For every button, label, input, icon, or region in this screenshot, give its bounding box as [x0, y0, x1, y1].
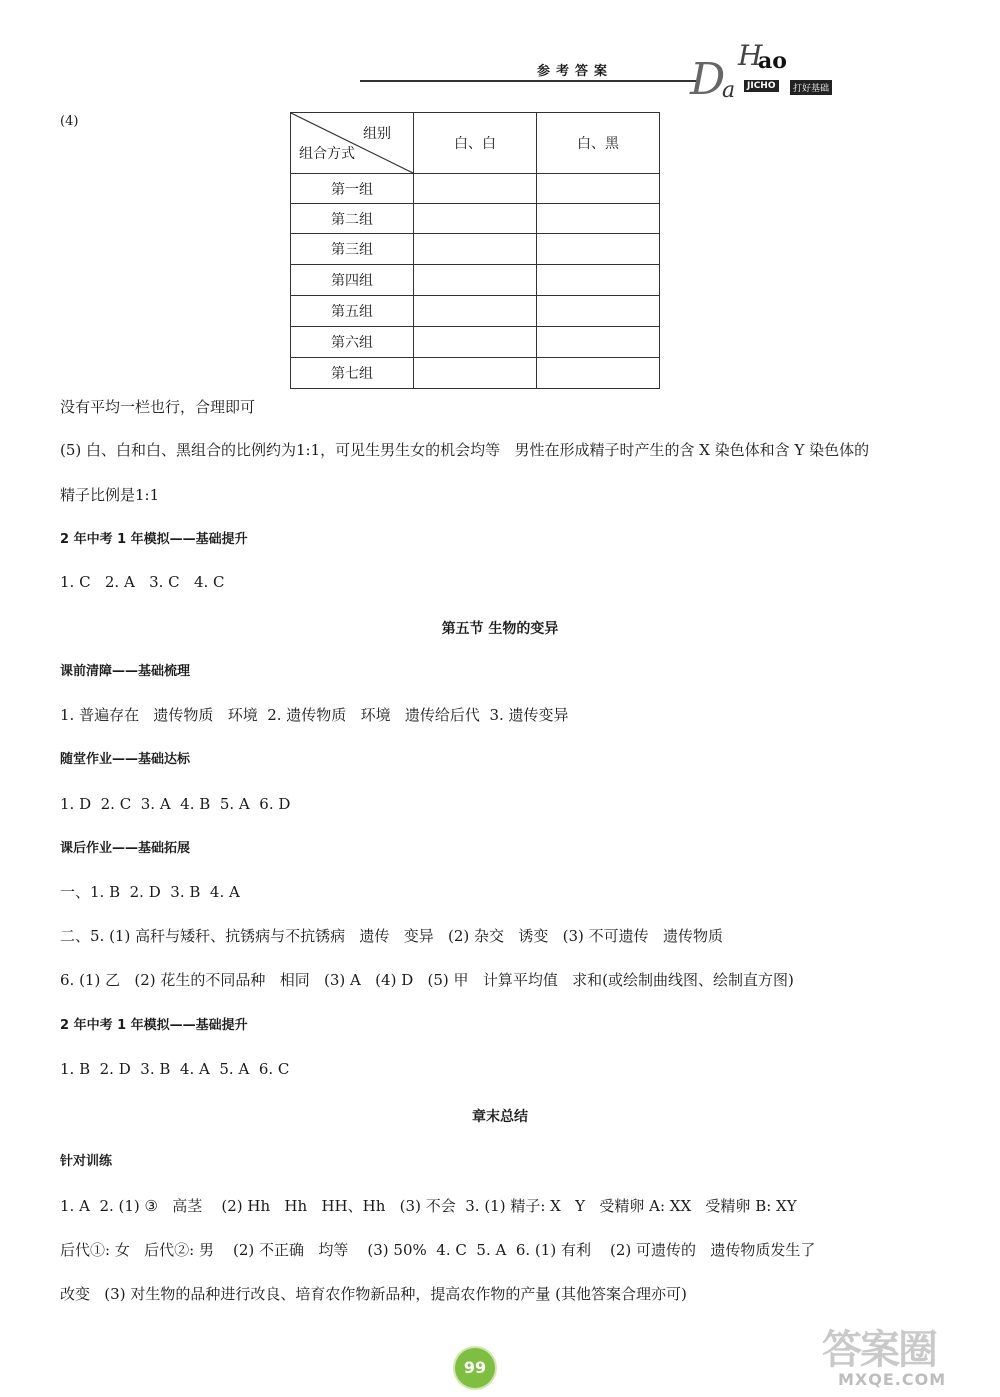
watermark-url: MXQE.COM — [838, 1370, 947, 1389]
q5-answer-line1: (5) 白、白和白、黑组合的比例约为1:1，可见生男生女的机会均等 男性在形成精子时产生的含 X 染色体和含 Y 染色体的 — [60, 441, 870, 459]
q4-label: (4) — [60, 114, 79, 129]
row-label: 第四组 — [291, 265, 414, 296]
row-label: 第二组 — [291, 204, 414, 234]
answers-inclass: 1. D 2. C 3. A 4. B 5. A 6. D — [60, 795, 291, 813]
logo-letter-d: D — [690, 54, 726, 105]
header-combination-label: 组合方式 — [299, 146, 355, 162]
section-heading-preclass: 课前清障——基础梳理 — [60, 664, 191, 679]
answers-exam-1: 1. C 2. A 3. C 4. C — [60, 573, 225, 591]
table-cell — [414, 174, 537, 204]
section-title-chapter-summary: 章末总结 — [472, 1109, 528, 1125]
table-note: 没有平均一栏也行，合理即可 — [60, 398, 256, 416]
logo-letter-h: H — [738, 39, 763, 72]
answers-training-2: 后代①: 女 后代②: 男 (2) 不正确 均等 (3) 50% 4. C 5. A 6. (1) 有利 (2) 可遗传的 遗传物质发生了 — [60, 1241, 816, 1259]
q5-answer-line2: 精子比例是1:1 — [60, 486, 160, 504]
table-cell — [537, 234, 660, 265]
table-row — [291, 174, 660, 204]
section-heading-exam-1: 2 年中考 1 年模拟——基础提升 — [60, 532, 248, 547]
table-cell — [537, 327, 660, 358]
section-heading-inclass: 随堂作业——基础达标 — [60, 752, 191, 767]
section-heading-training: 针对训练 — [60, 1154, 113, 1169]
column-header: 白、黑 — [537, 113, 660, 174]
header-rule — [360, 80, 700, 82]
table-header-diagonal — [291, 113, 414, 174]
table-cell — [414, 358, 537, 389]
section-heading-exam-2: 2 年中考 1 年模拟——基础提升 — [60, 1018, 248, 1033]
logo-tag: 打好基础 — [790, 80, 832, 95]
logo-jicho: JICHO — [744, 80, 779, 92]
table-cell — [414, 265, 537, 296]
table-row — [291, 327, 660, 358]
answers-afterclass-1: 一、1. B 2. D 3. B 4. A — [60, 883, 240, 901]
logo-letters-ao: ao — [758, 48, 787, 74]
table-cell — [537, 296, 660, 327]
table-cell — [414, 234, 537, 265]
answers-exam-2: 1. B 2. D 3. B 4. A 5. A 6. C — [60, 1060, 290, 1078]
row-label: 第七组 — [291, 358, 414, 389]
table-row — [291, 358, 660, 389]
table-cell — [414, 204, 537, 234]
logo-letter-a: a — [722, 78, 736, 103]
answers-training-3: 改变 (3) 对生物的品种进行改良、培育农作物新品种，提高农作物的产量 (其他答案合理亦可) — [60, 1285, 687, 1303]
row-label: 第三组 — [291, 234, 414, 265]
table-row — [291, 204, 660, 234]
table-cell — [414, 327, 537, 358]
result-table — [290, 112, 660, 389]
column-header: 白、白 — [414, 113, 537, 174]
row-label: 第六组 — [291, 327, 414, 358]
table-cell — [537, 174, 660, 204]
answers-afterclass-2: 二、5. (1) 高秆与矮秆、抗锈病与不抗锈病 遗传 变异 (2) 杂交 诱变 (3) 不可遗传 遗传物质 — [60, 927, 723, 945]
answers-training-1: 1. A 2. (1) ③ 高茎 (2) Hh Hh HH、Hh (3) 不会 3. (1) 精子: X Y 受精卵 A: XX 受精卵 B: XY — [60, 1197, 797, 1215]
table-row — [291, 234, 660, 265]
section-heading-afterclass: 课后作业——基础拓展 — [60, 841, 191, 856]
table-cell — [537, 204, 660, 234]
page-number-badge: 99 — [455, 1348, 495, 1388]
watermark-logo: 答案圈 — [822, 1327, 936, 1373]
row-label: 第五组 — [291, 296, 414, 327]
answers-afterclass-3: 6. (1) 乙 (2) 花生的不同品种 相同 (3) A (4) D (5) 甲 计算平均值 求和(或绘制曲线图、绘制直方图) — [60, 971, 794, 989]
answers-preclass: 1. 普遍存在 遗传物质 环境 2. 遗传物质 环境 遗传给后代 3. 遗传变异 — [60, 706, 569, 724]
row-label: 第一组 — [291, 174, 414, 204]
section-title-variation: 第五节 生物的变异 — [441, 621, 559, 637]
table-cell — [537, 358, 660, 389]
table-cell — [414, 296, 537, 327]
header-group-label: 组别 — [363, 126, 391, 142]
table-row — [291, 296, 660, 327]
header-label: 参考答案 — [537, 64, 614, 79]
table-cell — [537, 265, 660, 296]
table-row — [291, 265, 660, 296]
